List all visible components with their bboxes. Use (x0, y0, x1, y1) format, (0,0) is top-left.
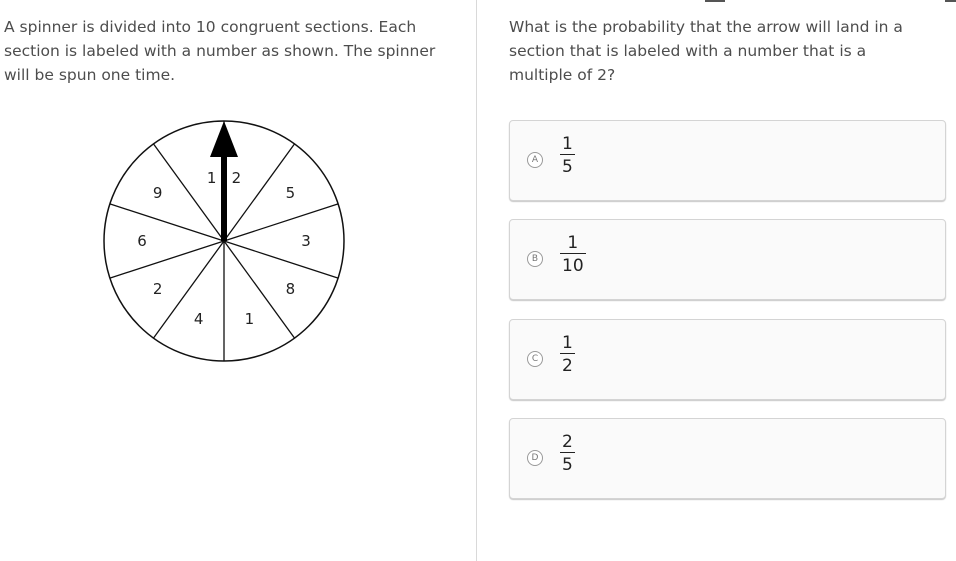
top-edge-mark (945, 0, 956, 2)
choice-d-fraction (560, 432, 575, 475)
question-pane (477, 0, 956, 561)
spinner-section-label: 9 (152, 183, 163, 202)
spinner-section-label: 2 (231, 169, 242, 188)
choice-d-letter: D (527, 450, 543, 466)
choice-b-numerator: 1 (567, 233, 579, 253)
choice-a-denominator: 5 (560, 154, 575, 177)
spinner-section-label: 4 (193, 309, 204, 328)
stimulus-text: A spinner is divided into 10 congruent sections. Each section is labeled with a number as shown. The spinner will be spun one time. (4, 18, 436, 84)
stimulus-pane (0, 0, 476, 561)
choice-b-letter: B (527, 251, 543, 267)
spinner-section-label: 1 (244, 309, 255, 328)
choice-a-numerator: 1 (562, 134, 573, 154)
choice-c-letter: C (527, 351, 543, 367)
spinner-section-label: 1 (206, 169, 217, 188)
top-edge-mark (705, 0, 725, 2)
choice-c-denominator: 2 (560, 353, 575, 376)
spinner-section-label: 8 (285, 280, 296, 299)
choice-b-denominator: 10 (560, 253, 586, 276)
choice-a-fraction (560, 134, 575, 177)
choice-b-fraction (560, 233, 586, 276)
spinner-diagram (100, 117, 348, 365)
spinner-section-label: 3 (301, 232, 311, 250)
choice-d[interactable] (509, 418, 946, 499)
spinner-section-label: 6 (137, 232, 147, 250)
spinner-section-label: 2 (152, 280, 163, 299)
choice-c-fraction (560, 333, 575, 376)
question-text: What is the probability that the arrow will land in a section that is labeled with a number that is a multiple of 2? (509, 18, 903, 84)
spinner-section-label: 5 (285, 183, 296, 202)
choice-c[interactable] (509, 319, 946, 400)
choice-d-denominator: 5 (560, 452, 575, 475)
choice-d-numerator: 2 (562, 432, 573, 452)
choice-c-numerator: 1 (562, 333, 573, 353)
choice-a-letter: A (527, 152, 543, 168)
choice-a[interactable] (509, 120, 946, 201)
choice-b[interactable] (509, 219, 946, 300)
